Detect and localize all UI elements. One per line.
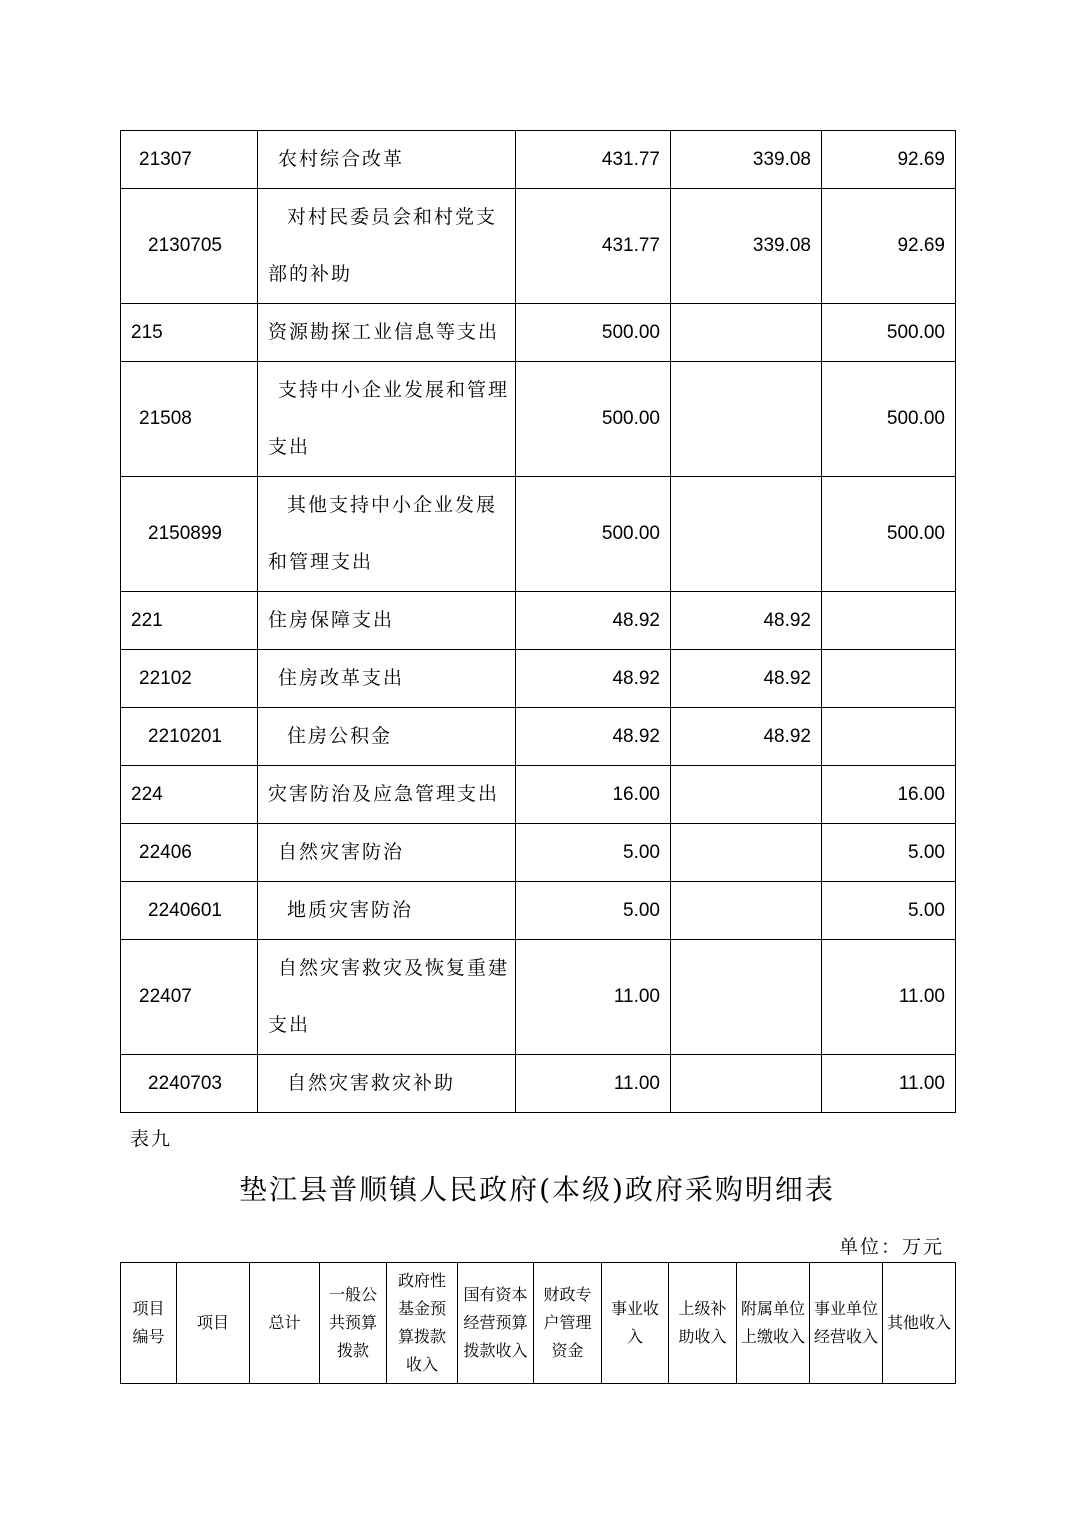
column-header: 一般公共预算拨款 xyxy=(320,1263,387,1384)
row-basic xyxy=(671,766,822,824)
column-header: 项目 xyxy=(177,1263,250,1384)
row-code: 221 xyxy=(121,592,258,650)
row-name: 对村民委员会和村党支部的补助 xyxy=(258,189,516,304)
row-total: 16.00 xyxy=(516,766,671,824)
row-code: 2240703 xyxy=(121,1055,258,1113)
column-header: 事业单位经营收入 xyxy=(810,1263,883,1384)
row-project xyxy=(822,592,956,650)
row-basic: 48.92 xyxy=(671,708,822,766)
table-row xyxy=(121,882,956,940)
row-total: 500.00 xyxy=(516,304,671,362)
table-row xyxy=(121,650,956,708)
column-header: 项目编号 xyxy=(121,1263,177,1384)
row-project: 5.00 xyxy=(822,824,956,882)
expenditure-table xyxy=(120,130,956,1113)
table-row xyxy=(121,362,956,477)
row-code: 22407 xyxy=(121,940,258,1055)
row-basic xyxy=(671,882,822,940)
row-code: 2130705 xyxy=(121,189,258,304)
column-header: 总计 xyxy=(250,1263,320,1384)
row-code: 2210201 xyxy=(121,708,258,766)
row-code: 22406 xyxy=(121,824,258,882)
row-code: 2240601 xyxy=(121,882,258,940)
table-row xyxy=(121,824,956,882)
row-project: 92.69 xyxy=(822,189,956,304)
column-header: 国有资本经营预算拨款收入 xyxy=(458,1263,534,1384)
table-row xyxy=(121,592,956,650)
row-total: 48.92 xyxy=(516,708,671,766)
row-basic: 48.92 xyxy=(671,650,822,708)
table-row xyxy=(121,189,956,304)
row-project: 500.00 xyxy=(822,304,956,362)
row-project: 11.00 xyxy=(822,940,956,1055)
row-project xyxy=(822,708,956,766)
row-name: 农村综合改革 xyxy=(258,131,516,189)
row-total: 5.00 xyxy=(516,882,671,940)
table-row xyxy=(121,1055,956,1113)
column-header: 政府性基金预算拨款收入 xyxy=(387,1263,458,1384)
column-header: 其他收入 xyxy=(883,1263,956,1384)
row-code: 21508 xyxy=(121,362,258,477)
row-project: 500.00 xyxy=(822,362,956,477)
row-project: 500.00 xyxy=(822,477,956,592)
row-project: 92.69 xyxy=(822,131,956,189)
row-code: 2150899 xyxy=(121,477,258,592)
page-title: 垫江县普顺镇人民政府(本级)政府采购明细表 xyxy=(239,1173,835,1206)
row-total: 11.00 xyxy=(516,940,671,1055)
row-name: 住房改革支出 xyxy=(258,650,516,708)
row-total: 5.00 xyxy=(516,824,671,882)
table-row xyxy=(121,477,956,592)
row-name: 灾害防治及应急管理支出 xyxy=(258,766,516,824)
row-basic xyxy=(671,477,822,592)
table-row xyxy=(121,304,956,362)
row-basic xyxy=(671,940,822,1055)
procurement-table xyxy=(120,1262,956,1384)
row-name: 住房公积金 xyxy=(258,708,516,766)
row-name: 其他支持中小企业发展和管理支出 xyxy=(258,477,516,592)
row-code: 22102 xyxy=(121,650,258,708)
row-code: 224 xyxy=(121,766,258,824)
row-name: 支持中小企业发展和管理支出 xyxy=(258,362,516,477)
column-header: 事业收入 xyxy=(602,1263,669,1384)
row-total: 48.92 xyxy=(516,650,671,708)
row-name: 地质灾害防治 xyxy=(258,882,516,940)
unit-label: 单位：万元 xyxy=(838,1236,944,1258)
row-total: 431.77 xyxy=(516,189,671,304)
table-row xyxy=(121,940,956,1055)
row-code: 21307 xyxy=(121,131,258,189)
row-basic xyxy=(671,362,822,477)
row-basic xyxy=(671,824,822,882)
table-caption: 表九 xyxy=(130,1128,173,1150)
row-name: 自然灾害防治 xyxy=(258,824,516,882)
row-total: 500.00 xyxy=(516,477,671,592)
procurement-header-row xyxy=(121,1263,956,1384)
row-name: 自然灾害救灾及恢复重建支出 xyxy=(258,940,516,1055)
column-header: 财政专户管理资金 xyxy=(534,1263,602,1384)
row-total: 48.92 xyxy=(516,592,671,650)
row-basic: 48.92 xyxy=(671,592,822,650)
row-total: 11.00 xyxy=(516,1055,671,1113)
row-project: 16.00 xyxy=(822,766,956,824)
row-code: 215 xyxy=(121,304,258,362)
table-row xyxy=(121,131,956,189)
row-basic xyxy=(671,304,822,362)
table-row xyxy=(121,708,956,766)
row-project xyxy=(822,650,956,708)
row-name: 住房保障支出 xyxy=(258,592,516,650)
row-project: 11.00 xyxy=(822,1055,956,1113)
row-basic: 339.08 xyxy=(671,131,822,189)
row-project: 5.00 xyxy=(822,882,956,940)
row-name: 自然灾害救灾补助 xyxy=(258,1055,516,1113)
row-basic: 339.08 xyxy=(671,189,822,304)
table-row xyxy=(121,766,956,824)
row-total: 500.00 xyxy=(516,362,671,477)
row-basic xyxy=(671,1055,822,1113)
column-header: 上级补助收入 xyxy=(669,1263,737,1384)
row-total: 431.77 xyxy=(516,131,671,189)
column-header: 附属单位上缴收入 xyxy=(737,1263,810,1384)
row-name: 资源勘探工业信息等支出 xyxy=(258,304,516,362)
